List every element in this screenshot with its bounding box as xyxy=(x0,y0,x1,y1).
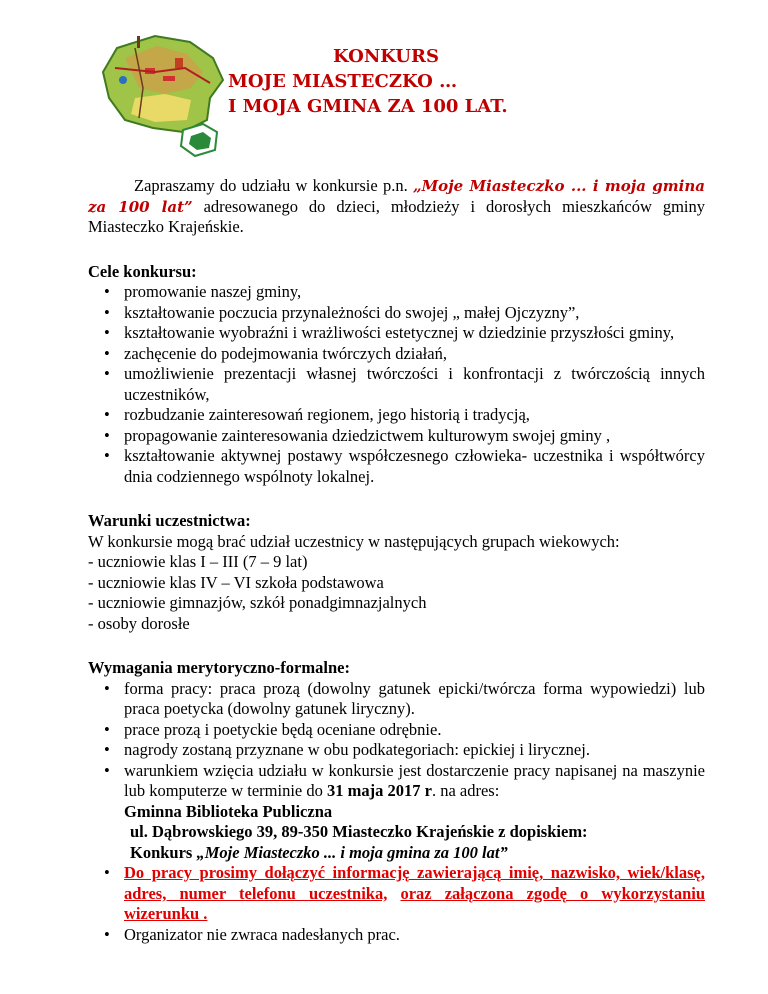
document-body xyxy=(88,176,705,945)
list-item xyxy=(104,863,706,925)
list-item: • zachęcenie do podejmowania twórczych działań, xyxy=(104,343,447,363)
cele-list xyxy=(88,282,705,487)
notice-attach-info: Do pracy prosimy dołączyć informację zawierającą imię, nazwisko, wiek/klasę, adres, numer telefonu uczestnika, xyxy=(124,863,705,903)
bullet-icon: • xyxy=(104,719,110,739)
address-street: ul. Dąbrowskiego 39, 89-350 Miasteczko Krajeńskie z dopiskiem: xyxy=(130,822,588,841)
bullet-icon: • xyxy=(104,446,110,465)
title-line-3: I MOJA GMINA ZA 100 LAT. xyxy=(228,96,508,117)
warunki-line: - uczniowie klas I – III (7 – 9 lat) xyxy=(88,552,308,571)
list-item: • Organizator nie zwraca nadesłanych prac. xyxy=(104,924,400,944)
list-item: • kształtowanie poczucia przynależności do swojej „ małej Ojczyzny”, xyxy=(104,302,580,322)
title-line-2: MOJE MIASTECZKO … xyxy=(228,71,458,92)
list-item: • umożliwienie prezentacji własnej twórczości i konfrontacji z twórczością innych uczestników, xyxy=(104,364,705,404)
intro-paragraph xyxy=(88,176,705,238)
list-item: • warunkiem wzięcia udziału w konkursie jest dostarczenie pracy napisanej na maszynie lub komputerze w terminie do 31 maja 2017 r. na adres: Gminna Biblioteka Publiczna ul. Dąbrowskiego 39, 89-350 Miasteczko Krajeńskie z dopiskiem: Konkurs „Moje Miasteczko ... i moja gmina za 100 lat” xyxy=(104,760,705,862)
list-item: • prace prozą i poetyckie będą oceniane odrębnie. xyxy=(104,719,442,739)
bullet-icon: • xyxy=(104,323,110,342)
bullet-icon: • xyxy=(104,302,110,322)
contest-name-highlight: „Moje Miasteczko ... i moja gmina za 100 lat” xyxy=(88,177,705,216)
bullet-icon: • xyxy=(104,678,110,698)
bullet-icon: • xyxy=(104,863,110,882)
list-item: • kształtowanie aktywnej postawy współczesnego człowieka- uczestnika i współtwórcy dnia codziennego wspólnoty lokalnej. xyxy=(104,446,705,486)
intro-text-after: adresowanego do dzieci, młodzieży i dorosłych mieszkańców gminy Miasteczko Krajeńskie. xyxy=(88,196,705,236)
notice-consent: oraz załączona zgodę o wykorzystaniu wizerunku . xyxy=(124,883,706,923)
warunki-line: - uczniowie gimnazjów, szkół ponadgimnazjalnych xyxy=(88,593,427,612)
address-annotation: Konkurs „Moje Miasteczko ... i moja gmina za 100 lat” xyxy=(130,842,508,862)
bullet-icon: • xyxy=(104,740,110,759)
bullet-icon: • xyxy=(104,924,110,944)
bullet-icon: • xyxy=(104,364,110,383)
warunki-heading: Warunki uczestnictwa: xyxy=(88,511,251,530)
intro-text-before: Zapraszamy do udziału w konkursie p.n. xyxy=(134,176,413,195)
list-item: • promowanie naszej gminy, xyxy=(104,282,302,301)
gmina-map-logo xyxy=(95,28,235,158)
bullet-icon: • xyxy=(104,343,110,363)
title-line-1: KONKURS xyxy=(333,46,439,67)
bullet-icon: • xyxy=(104,405,110,424)
warunki-line: - osoby dorosłe xyxy=(88,613,190,633)
document-title xyxy=(228,44,608,119)
list-item: • rozbudzanie zainteresowań regionem, jego historią i tradycją, xyxy=(104,405,530,424)
list-item: • kształtowanie wyobraźni i wrażliwości estetycznej w dziedzinie przyszłości gminy, xyxy=(104,323,675,342)
warunki-line: W konkursie mogą brać udział uczestnicy w następujących grupach wiekowych: xyxy=(88,531,620,551)
wymagania-heading: Wymagania merytoryczno-formalne: xyxy=(88,658,350,677)
bullet-icon: • xyxy=(104,425,110,445)
cele-heading: Cele konkursu: xyxy=(88,261,197,281)
bullet-icon: • xyxy=(104,282,110,301)
list-item: • propagowanie zainteresowania dziedzictwem kulturowym swojej gminy , xyxy=(104,425,611,445)
list-item: • nagrody zostaną przyznane w obu podkategoriach: epickiej i lirycznej. xyxy=(104,740,590,759)
bullet-icon: • xyxy=(104,760,110,780)
wymagania-list xyxy=(88,679,705,946)
address-library: Gminna Biblioteka Publiczna xyxy=(124,801,333,821)
deadline-date: 31 maja 2017 r xyxy=(327,781,432,800)
list-item: • forma pracy: praca prozą (dowolny gatunek epicki/twórcza forma wypowiedzi) lub praca poetycka (dowolny gatunek liryczny). xyxy=(104,678,705,718)
warunki-line: - uczniowie klas IV – VI szkoła podstawowa xyxy=(88,572,384,592)
